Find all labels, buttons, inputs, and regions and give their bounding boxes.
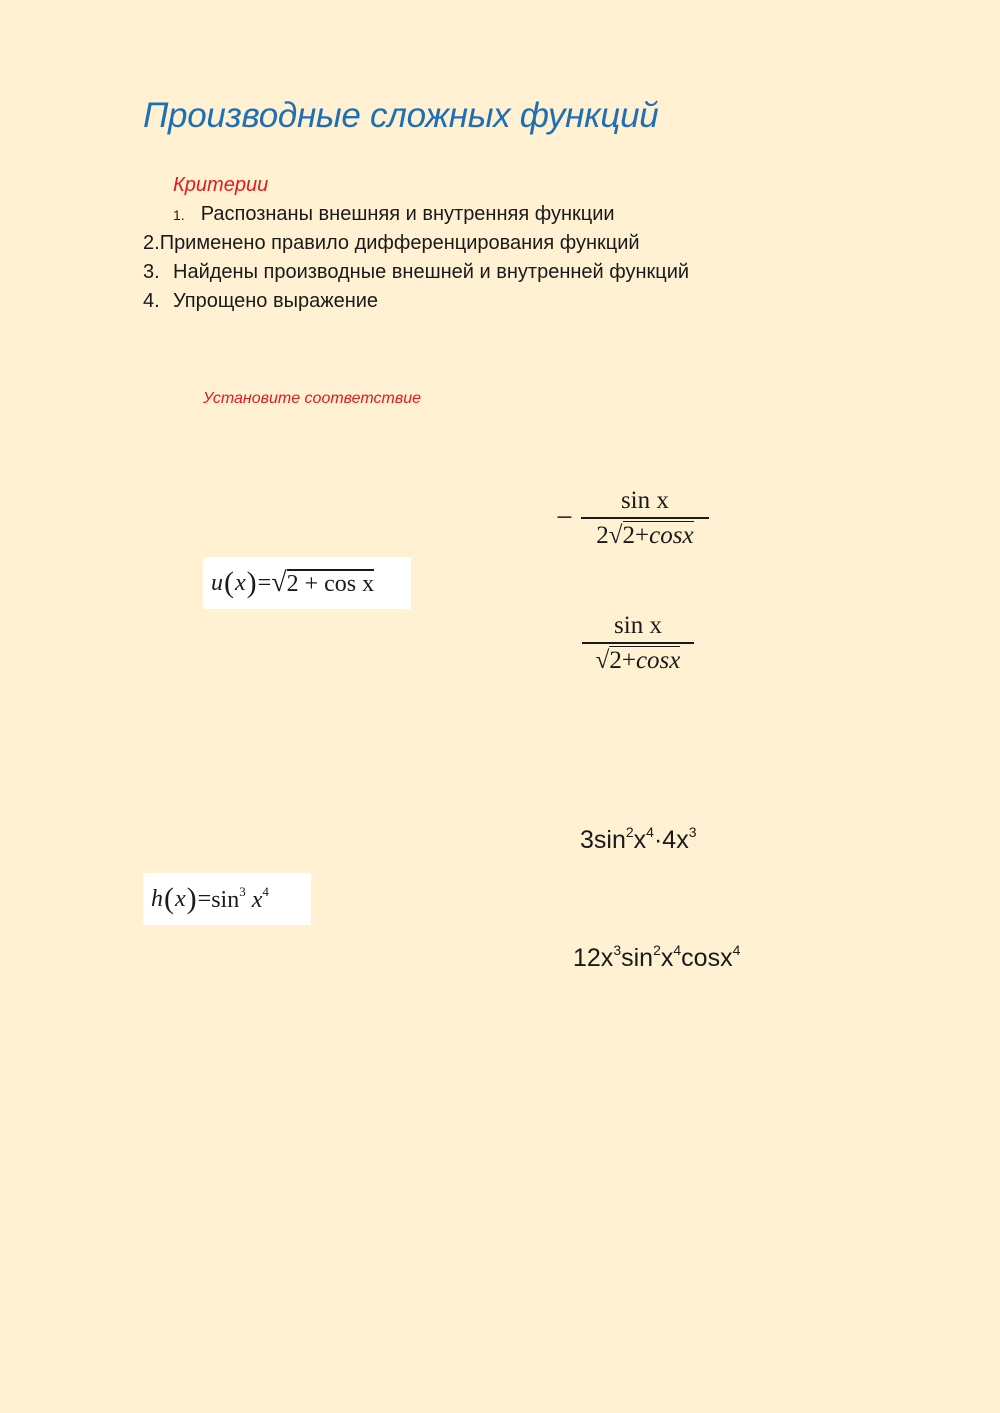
coefficient: 2	[596, 522, 609, 549]
criteria-text: Распознаны внешняя и внутренняя функции	[200, 203, 615, 225]
function-name: h	[151, 885, 163, 912]
criteria-item	[143, 232, 640, 255]
radicand	[609, 646, 680, 673]
instruction-text: Установите соответствие	[203, 390, 422, 407]
minus-sign: −	[556, 501, 573, 534]
denominator	[596, 519, 693, 548]
criteria-item	[143, 261, 689, 284]
criteria-number: 2.	[143, 232, 160, 254]
criteria-text: Упрощено выражение	[173, 290, 379, 312]
function-var: x	[235, 569, 246, 596]
radicand-plain: 2+	[622, 522, 650, 549]
criteria-number: 3.	[143, 261, 160, 283]
answer-option-3[interactable]: $3\sin^2x^4\cdot 4x^3$	[580, 824, 697, 854]
answer-option-1[interactable]	[556, 488, 709, 548]
radicand-italic: cosx	[649, 522, 694, 549]
equals-sign: =	[197, 885, 212, 912]
function-name: u	[211, 569, 223, 596]
criteria-heading: Критерии	[173, 174, 269, 196]
radicand-plain: 2+	[609, 647, 636, 674]
sqrt-expression	[271, 569, 374, 597]
sqrt-icon: √	[595, 647, 610, 674]
page-title: Производные сложных функций	[143, 96, 659, 135]
criteria-number: 1.	[173, 207, 185, 223]
fraction	[582, 613, 694, 673]
paren-close: )	[246, 566, 257, 599]
answer-option-4[interactable]: $12x^3\sin^2x^4\cos x^4$	[573, 942, 741, 972]
numerator: sin x	[620, 487, 669, 514]
function-h-card[interactable]	[143, 873, 311, 925]
criteria-text: Найдены производные внешней и внутренней функций	[173, 261, 690, 283]
denominator	[596, 644, 681, 673]
criteria-item	[143, 290, 378, 313]
function-u-card[interactable]	[203, 557, 411, 609]
radicand-italic: cosx	[635, 647, 681, 674]
sqrt-icon: √	[271, 567, 287, 599]
sqrt-icon: √	[608, 522, 623, 549]
criteria-number: 4.	[143, 290, 160, 312]
function-body: $\sin^3 x^4$	[211, 884, 269, 913]
paren-open: (	[224, 566, 234, 599]
radicand: 2 + cos x	[286, 570, 375, 597]
equals-sign: =	[257, 569, 272, 596]
paren-close: )	[186, 882, 197, 915]
fraction	[581, 488, 709, 548]
radicand	[623, 521, 694, 548]
paren-open: (	[164, 882, 174, 915]
numerator: sin x	[614, 612, 662, 639]
answer-option-2[interactable]	[582, 613, 694, 673]
criteria-item	[173, 203, 615, 226]
criteria-text: Применено правило дифференцирования функций	[159, 232, 640, 254]
function-var: x	[175, 885, 186, 912]
